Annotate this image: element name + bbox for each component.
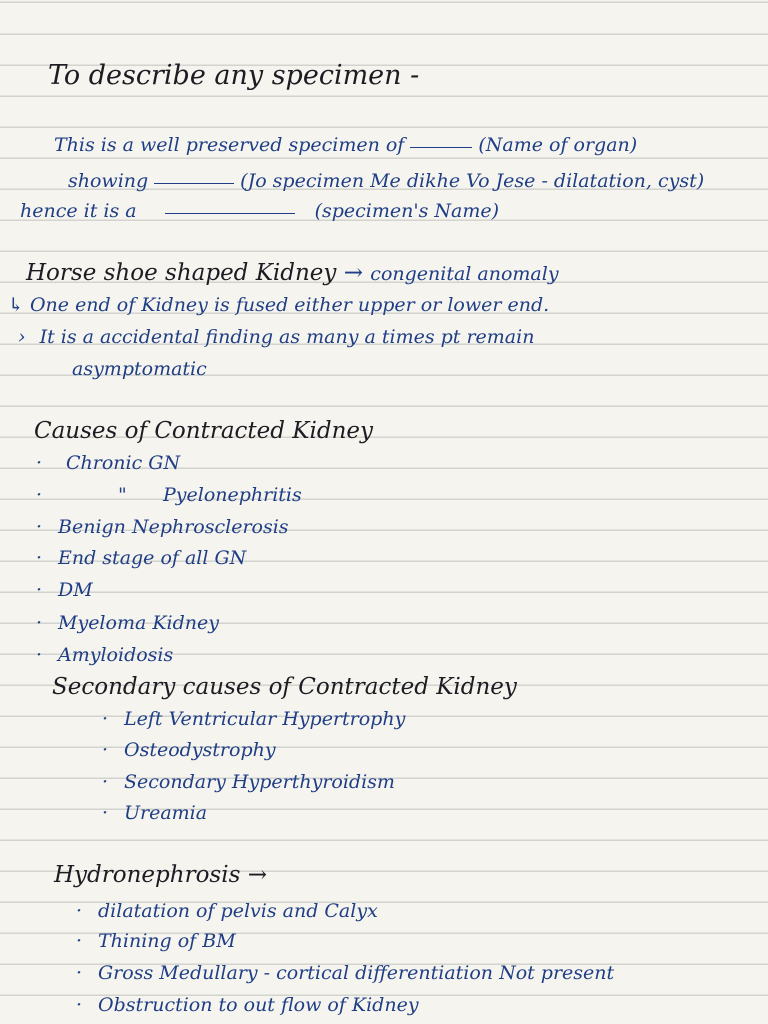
hydro-item-text: Obstruction to out flow of Kidney [98, 994, 419, 1016]
chevron-icon: › [18, 326, 26, 348]
bullet-icon: · [102, 771, 109, 793]
template-line-3 [20, 202, 499, 221]
contracted-item-text: Amyloidosis [58, 644, 174, 666]
bullet-icon: · [36, 484, 43, 506]
horseshoe-point-1 [8, 296, 549, 315]
template-line-1-text: This is a well preserved specimen of [54, 134, 405, 156]
hydro-item-4 [76, 996, 419, 1015]
bullet-icon: · [76, 930, 83, 952]
template-line-2 [68, 172, 704, 191]
secondary-item-1 [102, 710, 405, 729]
hook-arrow-icon: ↳ [8, 294, 24, 316]
hydro-item-3 [76, 964, 614, 983]
horseshoe-heading: Horse shoe shaped Kidney [26, 260, 337, 286]
secondary-item-text: Ureamia [124, 802, 208, 824]
contracted-item-3 [36, 518, 289, 537]
horseshoe-point-1-text: One end of Kidney is fused either upper or lower end. [29, 294, 550, 316]
hydro-item-1 [76, 902, 378, 921]
horseshoe-point-2-text: It is a accidental finding as many a times pt remain [39, 326, 535, 348]
template-line-3-hint: (specimen's Name) [314, 200, 500, 222]
secondary-item-3 [102, 773, 395, 792]
contracted-item-5 [36, 581, 93, 600]
hydro-item-2 [76, 932, 236, 951]
hydro-heading: Hydronephrosis [54, 862, 241, 888]
contracted-item-4 [36, 549, 246, 568]
organ-blank [410, 145, 472, 148]
contracted-item-1 [36, 454, 180, 473]
bullet-icon: · [36, 579, 43, 601]
bullet-icon: · [102, 739, 109, 761]
secondary-item-4 [102, 804, 207, 823]
bullet-icon: · [36, 516, 43, 538]
contracted-item-7 [36, 646, 173, 665]
template-line-1-hint: (Name of organ) [478, 134, 638, 156]
contracted-heading: Causes of Contracted Kidney [34, 418, 373, 444]
contracted-item-text: DM [58, 579, 93, 601]
hydro-item-text: Thining of BM [98, 930, 236, 952]
bullet-icon: · [36, 644, 43, 666]
name-blank [165, 211, 295, 214]
contracted-item-text: Myeloma Kidney [58, 612, 219, 634]
secondary-item-text: Secondary Hyperthyroidism [124, 771, 395, 793]
bullet-icon: · [76, 962, 83, 984]
secondary-heading: Secondary causes of Contracted Kidney [52, 674, 517, 700]
arrow-icon: → [343, 260, 363, 286]
bullet-icon: · [76, 994, 83, 1016]
secondary-item-text: Osteodystrophy [124, 739, 276, 761]
template-line-2-hint: (Jo specimen Me dikhe Vo Jese - dilatation, cyst) [240, 170, 705, 192]
contracted-item-6 [36, 614, 219, 633]
horseshoe-point-2-cont: asymptomatic [72, 358, 207, 380]
contracted-item-2 [36, 486, 302, 505]
bullet-icon: · [102, 802, 109, 824]
arrow-icon: → [247, 862, 267, 888]
secondary-item-text: Left Ventricular Hypertrophy [124, 708, 406, 730]
horseshoe-heading-line [26, 262, 559, 285]
horseshoe-point-2 [18, 328, 534, 347]
template-line-2-text: showing [68, 170, 149, 192]
contracted-item-text: Benign Nephrosclerosis [58, 516, 289, 538]
bullet-icon: · [36, 452, 43, 474]
template-line-1 [54, 136, 637, 155]
bullet-icon: · [76, 900, 83, 922]
horseshoe-tag: congenital anomaly [370, 263, 559, 285]
hydro-item-text: dilatation of pelvis and Calyx [98, 900, 378, 922]
bullet-icon: · [36, 612, 43, 634]
hydro-heading-line [54, 864, 267, 887]
contracted-item-text: End stage of all GN [58, 547, 247, 569]
finding-blank [154, 181, 234, 184]
bullet-icon: · [102, 708, 109, 730]
bullet-icon: · [36, 547, 43, 569]
page-title: To describe any specimen - [48, 60, 420, 91]
contracted-item-text: Chronic GN [66, 452, 181, 474]
contracted-item-text: " Pyelonephritis [118, 484, 302, 506]
secondary-item-2 [102, 741, 276, 760]
template-line-3-text: hence it is a [20, 200, 137, 222]
hydro-item-text: Gross Medullary - cortical differentiation Not present [98, 962, 615, 984]
